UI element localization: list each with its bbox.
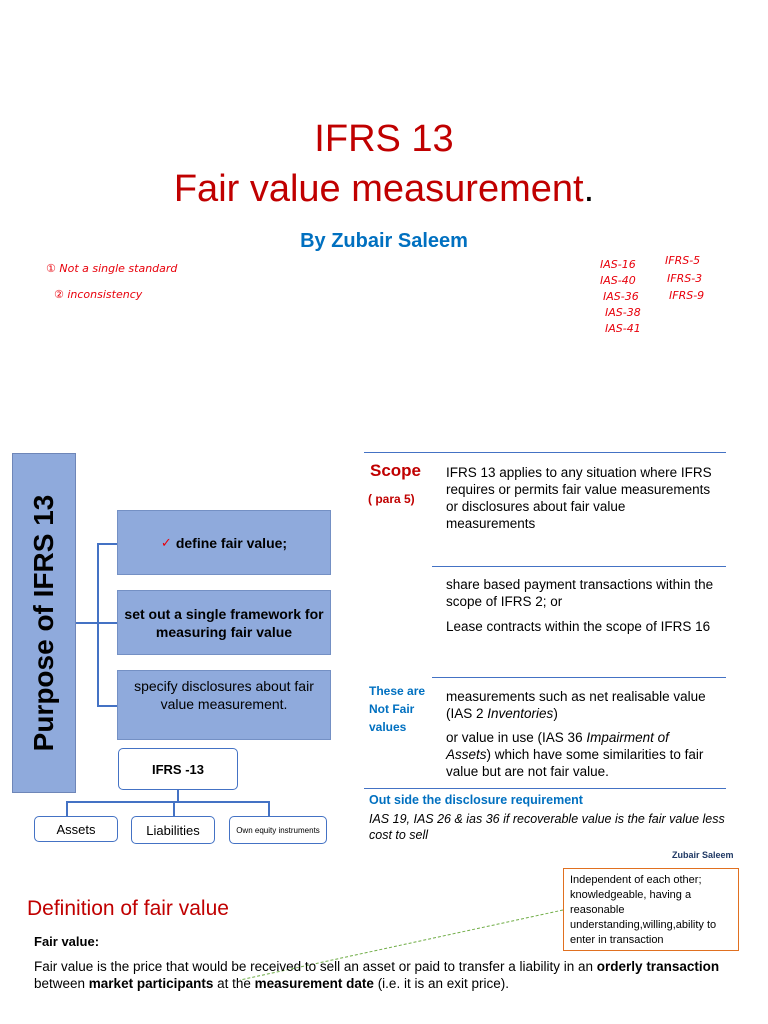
scope-exclusion-share-based: share based payment transactions within the scope of IFRS 2; or: [446, 577, 714, 609]
handwritten-note-1: ① Not a single standard: [46, 262, 178, 275]
purpose-item-label: set out a single framework for measuring fair value: [124, 605, 324, 640]
handwritten-ifrs-5: IFRS-5: [665, 254, 701, 267]
tree-root-ifrs13: IFRS -13: [118, 748, 238, 790]
author-byline: By Zubair Saleem: [300, 230, 468, 252]
purpose-item-label: specify disclosures about fair value measurement.: [134, 678, 314, 712]
not-fair-values-label: These are Not Fair values: [369, 684, 426, 734]
nrv-prefix: measurements such as net realisable value (IAS 2: [446, 689, 706, 721]
title-text: Fair value measurement: [173, 168, 584, 210]
title-dot: .: [583, 168, 595, 210]
def-measurement-date: measurement date: [254, 976, 374, 991]
def-part-2: between: [34, 976, 89, 991]
definition-heading: Definition of fair value: [27, 897, 229, 920]
scope-text: IFRS 13 applies to any situation where IFRS requires or permits fair value measurements or disclosures about fair value measurements: [446, 465, 712, 531]
nrv-suffix: ): [553, 706, 558, 721]
viu-italic: Impairment of Assets: [446, 730, 669, 762]
handwritten-note-2: ② inconsistency: [54, 288, 143, 301]
def-market-participants: market participants: [88, 976, 214, 991]
def-orderly-transaction: orderly transaction: [596, 959, 720, 974]
def-part-4: (i.e. it is an exit price).: [373, 976, 509, 991]
scope-exclusion-lease: Lease contracts within the scope of IFRS 16: [446, 619, 711, 634]
check-mark-icon: ✓: [160, 534, 172, 550]
definition-text: [34, 958, 734, 992]
title-line-1: IFRS 13: [314, 118, 454, 160]
signature: Zubair Saleem: [672, 850, 734, 860]
def-part-1: Fair value is the price that would be received to sell an asset or paid to transfer a liability in an: [34, 959, 597, 974]
tree-node-liabilities: Liabilities: [131, 816, 215, 844]
tree-node-assets: Assets: [34, 816, 118, 842]
handwritten-ifrs-3: IFRS-3: [667, 272, 703, 285]
scope-heading: Scope: [370, 461, 422, 480]
disclosure-text: IAS 19, IAS 26 & ias 36 if recoverable value is the fair value less cost to sell: [369, 812, 725, 842]
handwritten-ias-41: IAS-41: [605, 322, 641, 335]
purpose-heading: Purpose of IFRS 13: [28, 494, 59, 752]
scope-para-ref: ( para 5): [368, 492, 415, 506]
handwritten-ifrs-9: IFRS-9: [669, 289, 705, 302]
definition-label: Fair value:: [34, 934, 100, 949]
disclosure-heading: Out side the disclosure requirement: [369, 793, 583, 807]
handwritten-ias-38: IAS-38: [605, 306, 641, 319]
purpose-item-label: define fair value;: [175, 534, 288, 551]
handwritten-ias-40: IAS-40: [600, 274, 636, 287]
viu-suffix: ) which have some similarities to fair value but are not fair value.: [446, 747, 704, 779]
tree-node-equity: Own equity instruments: [229, 816, 327, 844]
viu-prefix: or value in use (IAS 36: [446, 730, 587, 745]
def-part-3: at the: [213, 976, 255, 991]
handwritten-ias-36: IAS-36: [603, 290, 639, 303]
handwritten-ias-16: IAS-16: [600, 258, 636, 271]
market-participants-note: Independent of each other; knowledgeable, having a reasonable understanding,willing,ability to enter in transaction: [563, 868, 739, 951]
nrv-italic: Inventories: [487, 706, 554, 721]
